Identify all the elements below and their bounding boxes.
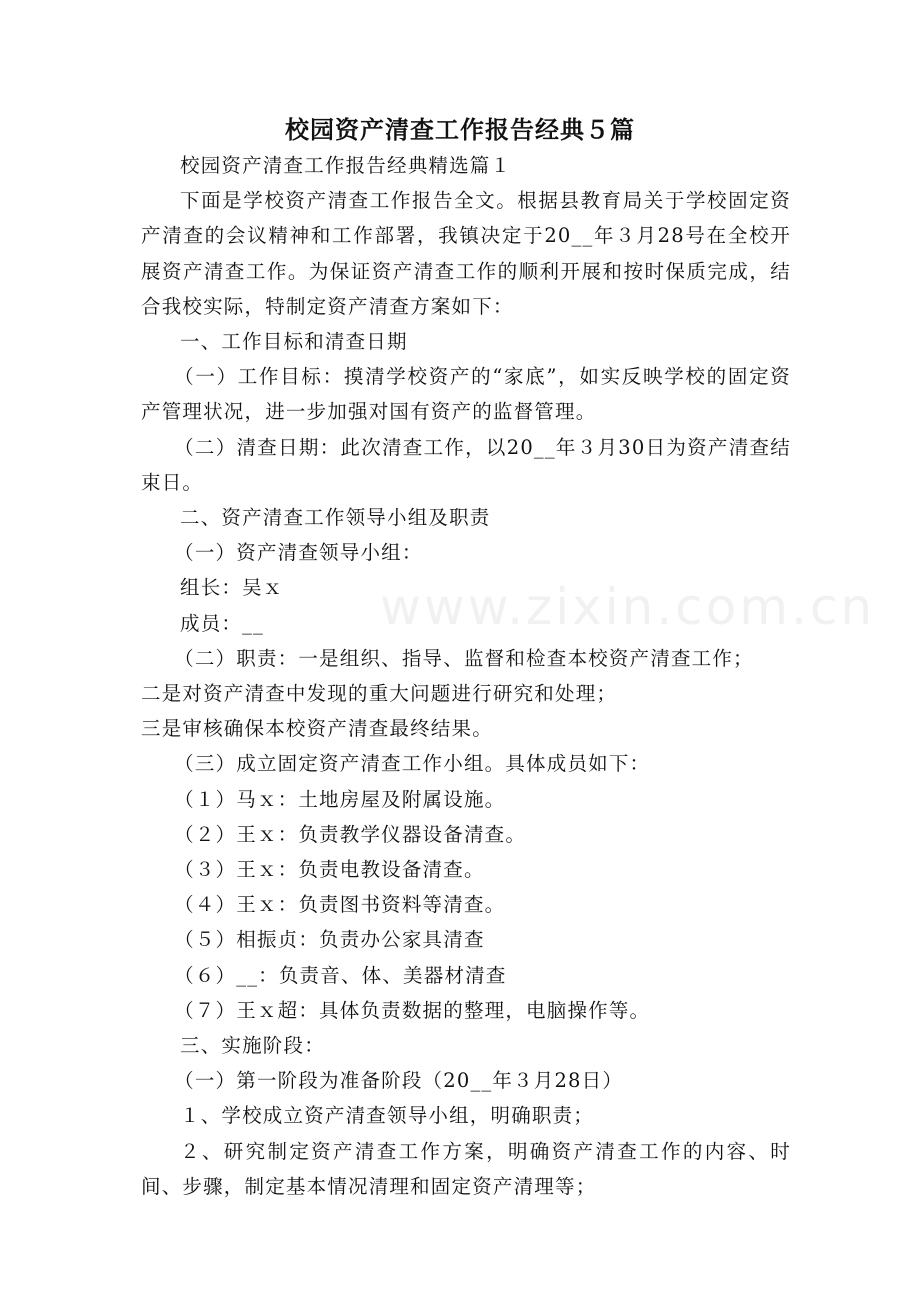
paragraph: （一）工作目标：摸清学校资产的“家底”，如实反映学校的固定资产管理状况，进一步加强对国有资产的监督管理。 <box>141 365 791 424</box>
document-body <box>141 148 791 1204</box>
paragraph: （４）王ｘ：负责图书资料等清查。 <box>174 893 506 917</box>
paragraph: 三是审核确保本校资产清查最终结果。 <box>141 717 493 741</box>
paragraph: 三、实施阶段： <box>180 1034 325 1058</box>
paragraph: （６）__：负责音、体、美器材清查 <box>174 963 507 987</box>
paragraph: 校园资产清查工作报告经典精选篇１ <box>180 154 512 177</box>
paragraph: （二）职责：一是组织、指导、监督和检查本校资产清查工作； <box>174 646 754 670</box>
paragraph: ２、研究制定资产清查工作方案，明确资产清查工作的内容、时间、步骤，制定基本情况清理和固定资产清理等； <box>141 1139 791 1198</box>
paragraph: １、学校成立资产清查领导小组，明确职责； <box>180 1104 595 1128</box>
paragraph: （二）清查日期：此次清查工作，以20__年３月30日为资产清查结束日。 <box>141 435 791 494</box>
paragraph: （７）王ｘ超：具体负责数据的整理，电脑操作等。 <box>174 998 651 1022</box>
paragraph: （２）王ｘ：负责教学仪器设备清查。 <box>174 822 527 846</box>
paragraph: （５）相振贞：负责办公家具清查 <box>174 928 485 952</box>
paragraph: 成员：__ <box>180 611 265 635</box>
paragraph: 组长：吴ｘ <box>180 576 284 600</box>
paragraph: （一）第一阶段为准备阶段（20__年３月28日） <box>174 1069 624 1093</box>
paragraph: （１）马ｘ：土地房屋及附属设施。 <box>174 787 506 811</box>
paragraph: 一、工作目标和清查日期 <box>180 330 408 354</box>
paragraph: （三）成立固定资产清查工作小组。具体成员如下： <box>174 752 651 776</box>
watermark: www.zixin.com.cn <box>380 578 876 636</box>
paragraph: 二、资产清查工作领导小组及职责 <box>180 506 491 530</box>
paragraph: 下面是学校资产清查工作报告全文。根据县教育局关于学校固定资产清查的会议精神和工作部署，我镇决定于20__年３月28号在全校开展资产清查工作。为保证资产清查工作的顺利开展和按时保质完成，结合我校实际，特制定资产清查方案如下： <box>141 189 791 318</box>
paragraph: （３）王ｘ：负责电教设备清查。 <box>174 858 485 882</box>
page-title: 校园资产清查工作报告经典５篇 <box>285 116 635 144</box>
paragraph: 二是对资产清查中发现的重大问题进行研究和处理； <box>141 682 618 706</box>
paragraph: （一）资产清查领导小组： <box>174 541 423 565</box>
